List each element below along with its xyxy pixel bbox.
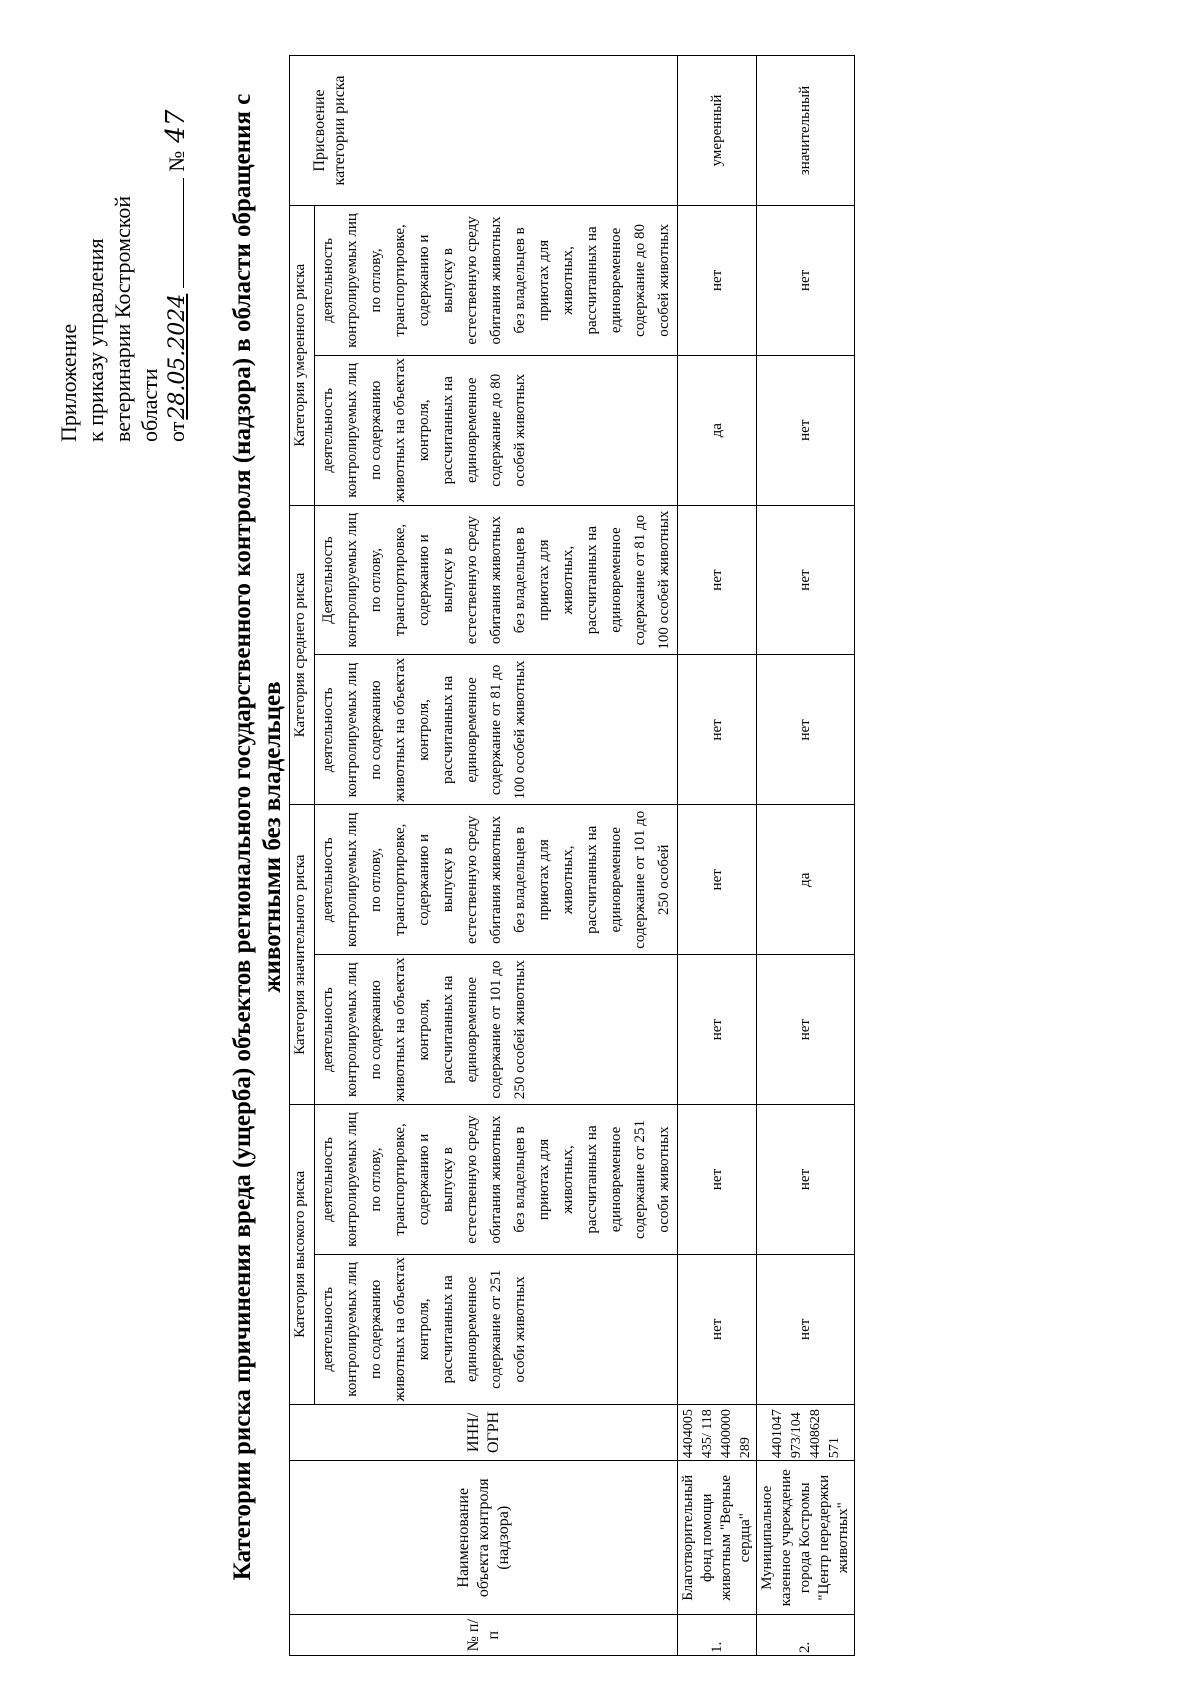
row-name: Благотворительный фонд помощи животным "Верные сердца" xyxy=(678,1461,757,1615)
row-inn: 4404005435/ 1184400000289 xyxy=(678,1404,757,1460)
handwritten-date: 28.05.2024 xyxy=(165,293,190,420)
header-num: № п/п xyxy=(290,1615,678,1656)
appendix-line: ветеринарии Костромской xyxy=(110,195,135,442)
row-value: нет xyxy=(678,205,757,355)
row-num: 2. xyxy=(757,1615,855,1656)
header-name: Наименование объекта контроля (надзора) xyxy=(290,1461,678,1615)
header-cat-medium: Категория среднего риска xyxy=(290,505,315,805)
row-value: нет xyxy=(757,1254,855,1404)
date-prefix: от xyxy=(164,421,189,442)
row-value: нет xyxy=(678,505,757,655)
row-value: нет xyxy=(757,205,855,355)
row-value: нет xyxy=(678,955,757,1105)
subheader-high-1: деятельность контролируемых лиц по содержанию животных на объектах контроля, рассчитанных на единовременное содержание от 251 особи животных xyxy=(315,1254,678,1404)
row-value: нет xyxy=(678,1105,757,1255)
row-risk: значительный xyxy=(757,56,855,206)
header-cat-high: Категория высокого риска xyxy=(290,1105,315,1405)
subheader-med-2: Деятельность контролируемых лиц по отлову, транспортировке, содержанию и выпуску в естественную среду обитания животных без владельцев в приютах для животных, рассчитанных на единовременное содержание от 81 до 100 особей животных xyxy=(315,505,678,655)
risk-category-table xyxy=(289,55,855,1656)
row-value: нет xyxy=(678,1254,757,1404)
header-assign: Присвоение категории риска xyxy=(290,56,678,206)
table-row xyxy=(678,56,757,1656)
header-inn: ИНН/ОГРН xyxy=(290,1404,678,1460)
row-name: Муниципальное казенное учреждение города Костромы "Центр передержки животных" xyxy=(757,1461,855,1615)
subheader-high-2: деятельность контролируемых лиц по отлову, транспортировке, содержанию и выпуску в естественную среду обитания животных без владельцев в приютах для животных, рассчитанных на единовременное содержание от 251 особи животных xyxy=(315,1105,678,1255)
subheader-sig-1: деятельность контролируемых лиц по содержанию животных на объектах контроля, рассчитанных на единовременное содержание от 101 до 250 особей животных xyxy=(315,955,678,1105)
appendix-block xyxy=(55,22,191,442)
row-value: нет xyxy=(757,955,855,1105)
appendix-date-line xyxy=(163,22,191,442)
subheader-med-1: деятельность контролируемых лиц по содержанию животных на объектах контроля, рассчитанных на единовременное содержание от 81 до 100 особей животных xyxy=(315,655,678,805)
subheader-mod-1: деятельность контролируемых лиц по содержанию животных на объектах контроля, рассчитанных на единовременное содержание до 80 особей животных xyxy=(315,355,678,505)
table-row xyxy=(757,56,855,1656)
number-prefix: № xyxy=(164,150,189,172)
row-value: нет xyxy=(678,655,757,805)
document-title: Категории риска причинения вреда (ущерба) объектов регионального государственного контроля (надзора) в области обращения с животными без владельцев xyxy=(229,93,286,1581)
signature-underline xyxy=(183,178,184,288)
row-value: нет xyxy=(757,505,855,655)
row-inn: 4401047973/104 4408628571 xyxy=(757,1404,855,1460)
header-cat-moderate: Категория умеренного риска xyxy=(290,205,315,505)
appendix-line: к приказу управления xyxy=(83,238,108,442)
subheader-sig-2: деятельность контролируемых лиц по отлову, транспортировке, содержанию и выпуску в естественную среду обитания животных без владельцев в приютах для животных, рассчитанных на единовременное содержание от 101 до 250 особей xyxy=(315,805,678,955)
row-value: да xyxy=(757,805,855,955)
row-value: нет xyxy=(757,1105,855,1255)
row-value: нет xyxy=(757,355,855,505)
row-risk: умеренный xyxy=(678,56,757,206)
appendix-line: области xyxy=(137,368,162,442)
appendix-line: Приложение xyxy=(56,323,81,442)
row-value: нет xyxy=(757,655,855,805)
handwritten-number: 47 xyxy=(161,109,191,143)
subheader-mod-2: деятельность контролируемых лиц по отлову, транспортировке, содержанию и выпуску в естественную среду обитания животных без владельцев в приютах для животных, рассчитанных на единовременное содержание до 80 особей животных xyxy=(315,205,678,355)
row-num: 1. xyxy=(678,1615,757,1656)
row-value: нет xyxy=(678,805,757,955)
header-cat-significant: Категория значительного риска xyxy=(290,805,315,1105)
row-value: да xyxy=(678,355,757,505)
